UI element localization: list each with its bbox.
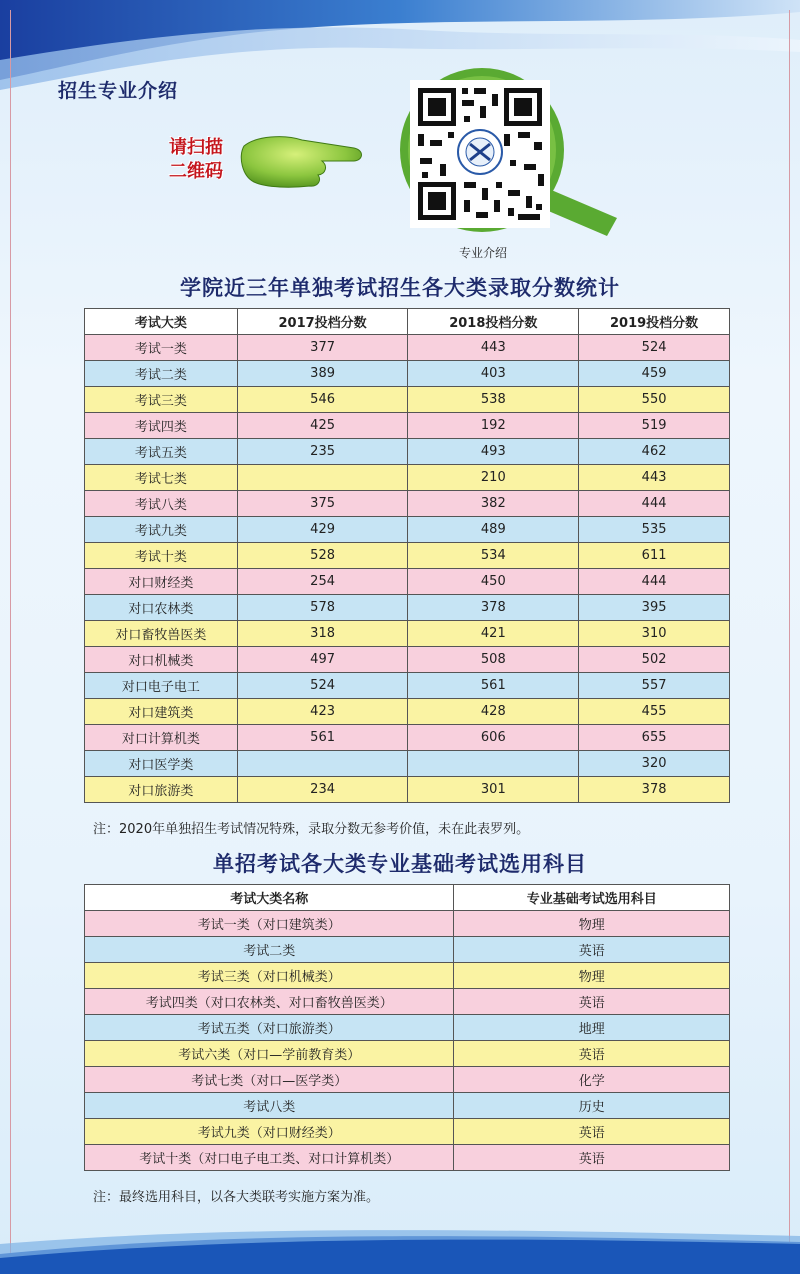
score-cell: 528 (237, 543, 408, 569)
category-cell: 考试二类 (85, 361, 238, 387)
subjects-note: 注：最终选用科目，以各大类联考实施方案为准。 (93, 1190, 380, 1205)
score-cell: 403 (408, 361, 579, 387)
category-cell: 对口畜牧兽医类 (85, 621, 238, 647)
score-cell (237, 751, 408, 777)
subject-cell: 英语 (454, 937, 730, 963)
table-row (85, 465, 730, 491)
subject-cell: 化学 (454, 1067, 730, 1093)
table-row (85, 543, 730, 569)
table-row (85, 1093, 730, 1119)
category-cell: 对口财经类 (85, 569, 238, 595)
subject-cell: 物理 (454, 911, 730, 937)
table-row (85, 1145, 730, 1171)
table-row (85, 937, 730, 963)
table-row (85, 517, 730, 543)
score-cell: 382 (408, 491, 579, 517)
score-cell: 428 (408, 699, 579, 725)
category-cell: 考试一类 (85, 335, 238, 361)
table-row (85, 725, 730, 751)
score-cell: 210 (408, 465, 579, 491)
score-cell: 606 (408, 725, 579, 751)
score-cell: 524 (579, 335, 730, 361)
scan-prompt (161, 136, 231, 184)
score-cell: 310 (579, 621, 730, 647)
scan-prompt-line2: 二维码 (169, 161, 223, 182)
bottom-wave-decoration (0, 1214, 800, 1274)
score-cell: 535 (579, 517, 730, 543)
score-cell: 450 (408, 569, 579, 595)
score-cell: 318 (237, 621, 408, 647)
score-cell: 192 (408, 413, 579, 439)
exam-category-cell: 考试四类（对口农林类、对口畜牧兽医类） (85, 989, 454, 1015)
qr-code-magnifier[interactable] (392, 68, 642, 243)
category-cell: 考试七类 (85, 465, 238, 491)
subject-cell: 英语 (454, 1041, 730, 1067)
table-row (85, 491, 730, 517)
subject-cell: 英语 (454, 989, 730, 1015)
category-cell: 考试五类 (85, 439, 238, 465)
table-row (85, 569, 730, 595)
table-row (85, 989, 730, 1015)
column-header: 专业基础考试选用科目 (454, 885, 730, 911)
table-row (85, 335, 730, 361)
table-row (85, 699, 730, 725)
section-title: 招生专业介绍 (58, 80, 179, 102)
table-row (85, 413, 730, 439)
subjects-table-header (85, 885, 730, 911)
table-row (85, 387, 730, 413)
score-cell: 443 (408, 335, 579, 361)
column-header: 考试大类 (85, 309, 238, 335)
score-cell: 444 (579, 491, 730, 517)
score-cell: 455 (579, 699, 730, 725)
score-cell: 561 (408, 673, 579, 699)
table-row (85, 595, 730, 621)
exam-category-cell: 考试六类（对口—学前教育类） (85, 1041, 454, 1067)
column-header: 2018投档分数 (408, 309, 579, 335)
score-cell: 561 (237, 725, 408, 751)
category-cell: 考试十类 (85, 543, 238, 569)
score-cell: 421 (408, 621, 579, 647)
table-row (85, 647, 730, 673)
column-header: 考试大类名称 (85, 885, 454, 911)
score-cell: 462 (579, 439, 730, 465)
score-cell: 459 (579, 361, 730, 387)
subject-cell: 地理 (454, 1015, 730, 1041)
table-row (85, 1119, 730, 1145)
table-row (85, 361, 730, 387)
scan-prompt-line1: 请扫描 (169, 137, 223, 158)
scores-table-title: 学院近三年单独考试招生各大类录取分数统计 (180, 276, 620, 300)
category-cell: 对口机械类 (85, 647, 238, 673)
score-cell: 443 (579, 465, 730, 491)
score-cell: 423 (237, 699, 408, 725)
score-cell: 546 (237, 387, 408, 413)
subject-cell: 物理 (454, 963, 730, 989)
exam-category-cell: 考试一类（对口建筑类） (85, 911, 454, 937)
exam-category-cell: 考试十类（对口电子电工类、对口计算机类） (85, 1145, 454, 1171)
table-row (85, 963, 730, 989)
subject-cell: 英语 (454, 1119, 730, 1145)
column-header: 2019投档分数 (579, 309, 730, 335)
score-cell: 655 (579, 725, 730, 751)
score-cell: 234 (237, 777, 408, 803)
score-cell: 502 (579, 647, 730, 673)
subjects-table (84, 884, 730, 1171)
score-cell: 550 (579, 387, 730, 413)
category-cell: 考试九类 (85, 517, 238, 543)
score-cell: 395 (579, 595, 730, 621)
scores-table (84, 308, 730, 803)
score-cell: 235 (237, 439, 408, 465)
score-cell: 389 (237, 361, 408, 387)
category-cell: 对口电子电工 (85, 673, 238, 699)
score-cell: 497 (237, 647, 408, 673)
score-cell: 429 (237, 517, 408, 543)
category-cell: 对口建筑类 (85, 699, 238, 725)
subject-cell: 历史 (454, 1093, 730, 1119)
score-cell: 493 (408, 439, 579, 465)
score-cell: 375 (237, 491, 408, 517)
scores-note: 注：2020年单独招生考试情况特殊，录取分数无参考价值，未在此表罗列。 (93, 822, 530, 837)
exam-category-cell: 考试七类（对口—医学类） (85, 1067, 454, 1093)
scores-table-header (85, 309, 730, 335)
table-row (85, 1015, 730, 1041)
subject-cell: 英语 (454, 1145, 730, 1171)
score-cell: 320 (579, 751, 730, 777)
exam-category-cell: 考试八类 (85, 1093, 454, 1119)
subjects-table-title: 单招考试各大类专业基础考试选用科目 (213, 852, 587, 876)
score-cell: 378 (579, 777, 730, 803)
score-cell: 378 (408, 595, 579, 621)
score-cell: 611 (579, 543, 730, 569)
category-cell: 对口农林类 (85, 595, 238, 621)
score-cell: 444 (579, 569, 730, 595)
category-cell: 对口旅游类 (85, 777, 238, 803)
table-row (85, 621, 730, 647)
category-cell: 考试八类 (85, 491, 238, 517)
exam-category-cell: 考试五类（对口旅游类） (85, 1015, 454, 1041)
category-cell: 考试四类 (85, 413, 238, 439)
score-cell: 301 (408, 777, 579, 803)
score-cell: 534 (408, 543, 579, 569)
table-row (85, 1041, 730, 1067)
score-cell (237, 465, 408, 491)
table-row (85, 673, 730, 699)
score-cell: 377 (237, 335, 408, 361)
score-cell: 524 (237, 673, 408, 699)
exam-category-cell: 考试九类（对口财经类） (85, 1119, 454, 1145)
score-cell: 538 (408, 387, 579, 413)
score-cell: 578 (237, 595, 408, 621)
score-cell: 489 (408, 517, 579, 543)
category-cell: 对口计算机类 (85, 725, 238, 751)
table-row (85, 751, 730, 777)
table-row (85, 439, 730, 465)
exam-category-cell: 考试二类 (85, 937, 454, 963)
score-cell: 557 (579, 673, 730, 699)
score-cell: 425 (237, 413, 408, 439)
exam-category-cell: 考试三类（对口机械类） (85, 963, 454, 989)
qr-caption: 专业介绍 (458, 246, 507, 260)
pointing-hand-icon (236, 130, 366, 192)
column-header: 2017投档分数 (237, 309, 408, 335)
table-row (85, 777, 730, 803)
table-row (85, 1067, 730, 1093)
score-cell (408, 751, 579, 777)
category-cell: 对口医学类 (85, 751, 238, 777)
score-cell: 519 (579, 413, 730, 439)
score-cell: 254 (237, 569, 408, 595)
category-cell: 考试三类 (85, 387, 238, 413)
score-cell: 508 (408, 647, 579, 673)
table-row (85, 911, 730, 937)
